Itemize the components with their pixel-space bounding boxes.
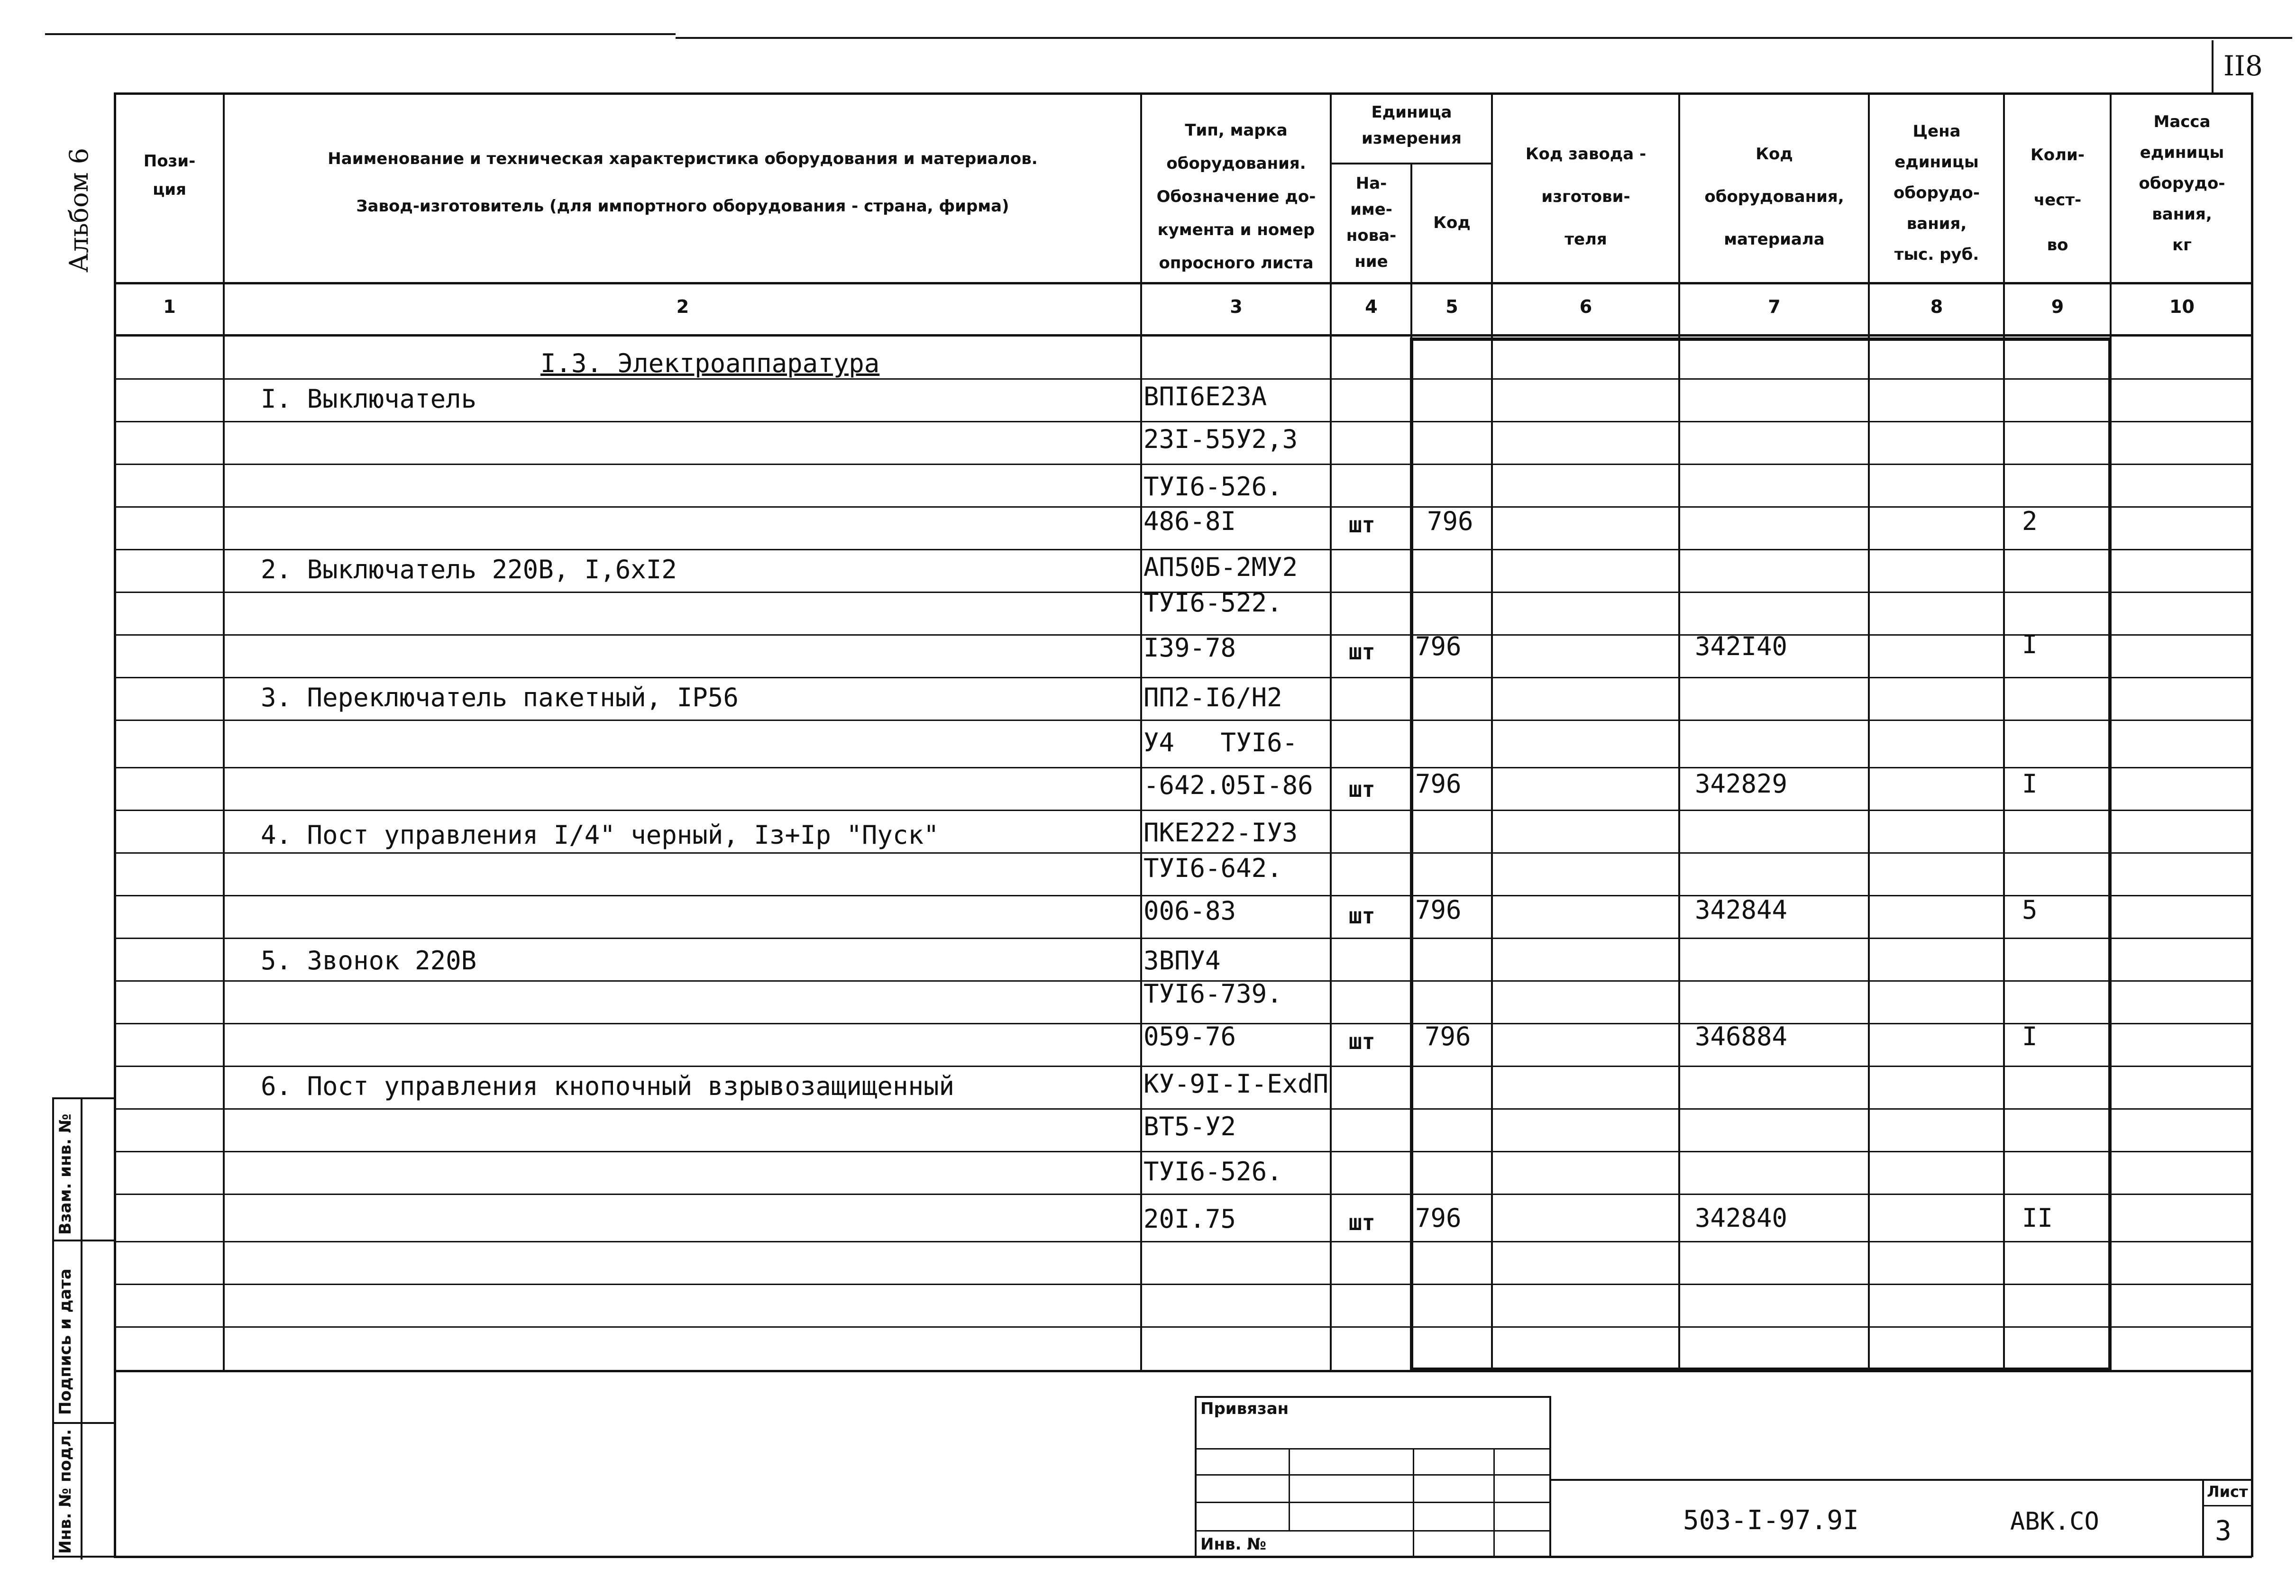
row-type: ПКЕ222-IУ3 — [1143, 818, 1298, 848]
col-number: 10 — [2169, 296, 2195, 317]
col-sep-2 — [1140, 92, 1142, 1372]
row-code: 796 — [1415, 769, 1462, 799]
col-number: 5 — [1445, 296, 1458, 317]
row-line — [114, 1326, 2252, 1328]
row-line — [114, 464, 2252, 465]
header-name: Наименование и техническая характеристика оборудования и материалов. Завод-изготовитель (для импортного оборудования - страна, фирма) — [328, 149, 1038, 216]
top-rule-right — [676, 37, 2292, 39]
row-equip: 342840 — [1695, 1203, 1788, 1233]
stamp-border — [1195, 1396, 1550, 1398]
section-title: I.3. Электроаппаратура — [540, 348, 880, 378]
col-sep-3 — [1330, 92, 1332, 1372]
row-type: ТУI6-642. — [1143, 853, 1282, 883]
row-type: I39-78 — [1143, 633, 1236, 663]
row-code: 796 — [1415, 895, 1462, 925]
side-stamp-border — [52, 1097, 116, 1099]
row-line — [114, 549, 2252, 550]
row-qty: I — [2022, 1021, 2038, 1051]
header-unit-name: На- име- нова- ние — [1346, 174, 1397, 271]
thick-frame-bottom — [1410, 1368, 2111, 1371]
stamp-border — [1195, 1448, 1550, 1450]
row-line — [114, 1284, 2252, 1285]
row-type: 486-8I — [1143, 506, 1236, 536]
col-number: 3 — [1230, 296, 1243, 317]
col-number: 6 — [1579, 296, 1592, 317]
col-number: 2 — [676, 296, 689, 317]
header-unit-code: Код — [1433, 213, 1471, 232]
stamp-border — [1195, 1396, 1197, 1557]
side-stamp-replace: Взам. инв. № — [56, 1113, 75, 1235]
stamp-border — [1413, 1448, 1414, 1557]
row-type: 006-83 — [1143, 896, 1236, 926]
col-number: 4 — [1365, 296, 1378, 317]
row-line — [114, 1151, 2252, 1152]
stamp-border — [2202, 1479, 2204, 1557]
row-type: ТУI6-526. — [1143, 1157, 1282, 1186]
col-number: 7 — [1768, 296, 1781, 317]
header-bottom — [114, 282, 2252, 284]
row-type: ВТ5-У2 — [1143, 1112, 1236, 1141]
col-number: 9 — [2051, 296, 2064, 317]
side-stamp-border — [52, 1097, 54, 1560]
header-equip-code: Код оборудования, материала — [1704, 145, 1844, 249]
stamp-border — [1195, 1502, 1550, 1503]
stamp-privyazan: Привязан — [1200, 1399, 1289, 1418]
stamp-border — [1289, 1448, 1290, 1531]
row-type: 23I-55У2,3 — [1143, 424, 1298, 454]
table-top — [114, 92, 2252, 95]
row-type: ТУI6-739. — [1143, 979, 1282, 1009]
row-line — [114, 1241, 2252, 1242]
row-qty: I — [2022, 769, 2038, 799]
row-line — [114, 1194, 2252, 1195]
header-price: Цена единицы оборудо- вания, тыс. руб. — [1894, 122, 1980, 264]
list-number: 3 — [2215, 1514, 2232, 1547]
list-label: Лист — [2207, 1483, 2248, 1501]
row-qty: 2 — [2022, 506, 2038, 536]
row-line — [114, 378, 2252, 380]
side-stamp-border — [52, 1556, 116, 1558]
unit-group-line — [1330, 163, 1491, 164]
row-line — [114, 810, 2252, 811]
row-qty: 5 — [2022, 895, 2038, 925]
doc-mark: АВК.СО — [2010, 1507, 2099, 1536]
col-sep-7 — [1868, 92, 1870, 1372]
col-sep-1 — [223, 92, 225, 1372]
sheet-tag: II8 — [2223, 50, 2263, 82]
side-stamp-inv: Инв. № подл. — [56, 1429, 75, 1554]
row-name: 6. Пост управления кнопочный взрывозащищенный — [261, 1071, 954, 1101]
header-mass: Масса единицы оборудо- вания, кг — [2139, 112, 2225, 255]
row-type: У4 ТУI6- — [1143, 728, 1298, 757]
stamp-border — [1195, 1474, 1550, 1476]
row-type: 059-76 — [1143, 1021, 1236, 1051]
side-stamp-border — [81, 1097, 82, 1560]
col-sep-5 — [1491, 92, 1493, 1372]
side-stamp-border — [52, 1240, 116, 1241]
header-pos: Пози- ция — [143, 152, 196, 199]
row-code: 796 — [1415, 1203, 1462, 1233]
row-line — [114, 1066, 2252, 1067]
row-equip: 342829 — [1695, 769, 1788, 799]
row-equip: 346884 — [1695, 1021, 1788, 1051]
row-line — [114, 421, 2252, 422]
stamp-border — [1493, 1448, 1495, 1557]
stamp-inv: Инв. № — [1200, 1535, 1267, 1554]
col-sep-6 — [1678, 92, 1680, 1372]
row-unit: шт — [1349, 639, 1375, 665]
row-type: 20I.75 — [1143, 1204, 1236, 1234]
page-bottom — [114, 1556, 2252, 1558]
row-name: 2. Выключатель 220В, I,6хI2 — [261, 555, 677, 584]
row-line — [114, 1108, 2252, 1110]
header-unit-group: Единица измерения — [1362, 103, 1462, 148]
row-type: -642.05I-86 — [1143, 770, 1313, 800]
side-stamp-sign: Подпись и дата — [56, 1268, 75, 1415]
row-type: ТУI6-522. — [1143, 588, 1282, 618]
row-type: ЗВПУ4 — [1143, 946, 1221, 976]
row-unit: шт — [1349, 776, 1375, 802]
row-code: 796 — [1425, 1021, 1471, 1051]
row-qty: I — [2022, 629, 2038, 659]
thick-frame-top — [1410, 337, 2111, 341]
row-line — [114, 767, 2252, 768]
row-name: 3. Переключатель пакетный, IP56 — [261, 683, 739, 712]
side-stamp-border — [52, 1422, 116, 1424]
row-code: 796 — [1427, 506, 1473, 536]
thick-frame-left — [1410, 337, 1413, 1371]
thick-frame-right — [2108, 337, 2112, 1371]
album-label: Альбом 6 — [64, 147, 94, 273]
row-equip: 342844 — [1695, 895, 1788, 925]
row-name: 5. Звонок 220В — [261, 946, 477, 976]
header-type: Тип, марка оборудования. Обозначение до- кумента и номер опросного листа — [1156, 121, 1316, 273]
doc-code: 503-I-97.9I — [1683, 1505, 1859, 1536]
row-code: 796 — [1415, 631, 1462, 661]
colnum-bottom — [114, 334, 2252, 337]
top-rule-left — [45, 33, 676, 35]
row-type: ВПI6Е23А — [1143, 382, 1267, 411]
row-line — [114, 938, 2252, 939]
stamp-border — [1549, 1479, 2253, 1481]
col-number: 1 — [163, 296, 176, 317]
row-type: КУ-9I-I-ЕхdП — [1143, 1069, 1329, 1099]
col-number: 8 — [1930, 296, 1943, 317]
row-type: АП50Б-2МУ2 — [1143, 552, 1298, 582]
row-unit: шт — [1349, 903, 1375, 929]
stamp-border — [2202, 1505, 2253, 1506]
row-unit: шт — [1349, 512, 1375, 538]
col-sep-8 — [2003, 92, 2005, 1372]
stamp-border — [1549, 1396, 1551, 1557]
row-type: ПП2-I6/Н2 — [1143, 683, 1282, 712]
header-factory: Код завода - изготови- теля — [1525, 145, 1647, 249]
stamp-border — [1195, 1530, 1550, 1532]
row-line — [114, 720, 2252, 721]
row-name: I. Выключатель — [261, 384, 477, 414]
row-unit: шт — [1349, 1210, 1375, 1235]
row-name: 4. Пост управления I/4" черный, Iз+Iр "Пуск" — [261, 820, 939, 850]
row-type: ТУI6-526. — [1143, 472, 1282, 502]
row-qty: II — [2022, 1203, 2053, 1233]
header-qty: Коли- чест- во — [2031, 146, 2085, 255]
row-line — [114, 677, 2252, 678]
sheet-tag-border — [2212, 40, 2214, 95]
row-equip: 342I40 — [1695, 631, 1788, 661]
row-unit: шт — [1349, 1029, 1375, 1054]
